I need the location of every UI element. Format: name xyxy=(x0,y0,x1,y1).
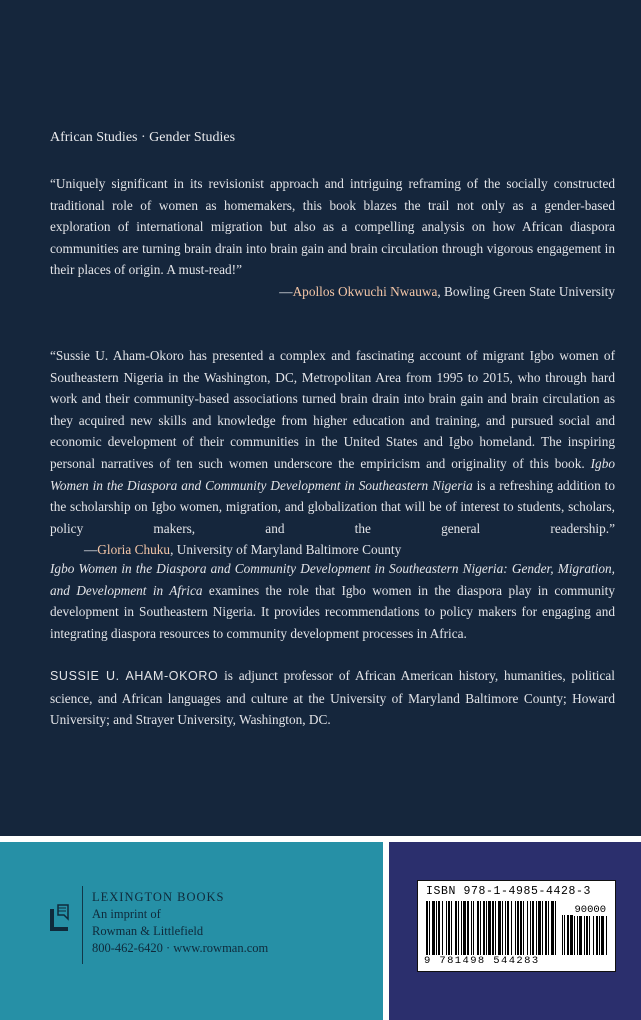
barcode-bar xyxy=(458,901,459,955)
barcode-bar xyxy=(498,901,501,955)
barcode-bar xyxy=(442,901,443,955)
quote-1-attribution xyxy=(50,281,615,303)
barcode-bar xyxy=(542,901,543,955)
quote-2-text-a: “Sussie U. Aham-Okoro has presented a complex and fascinating account of migrant Igbo women of Southeastern Nigeria in the Washington, DC, Metropolitan Area from 1995 to 2015, who through hard work and their community-based associations turned brain drain into brain gain and brain circulation as they acquired new skills and knowledge from higher education and training, and pursued social and economic development of their communities in the United States and Igbo homeland. The inspiring personal narratives of ten such women underscore the empiricism and originality of this book. xyxy=(50,348,615,471)
author-bio xyxy=(50,665,615,731)
publisher-rule xyxy=(82,886,83,964)
barcode-bar xyxy=(579,915,582,955)
barcode-bar xyxy=(451,901,452,955)
barcode-bar xyxy=(593,915,594,955)
barcode-bar xyxy=(480,901,481,955)
barcode-bar xyxy=(446,901,447,955)
author-bio-text: is adjunct professor of African American history, humanities, political science, and African languages and culture at the University of Maryland Baltimore County; Howard University; and Strayer University, Washington, DC. xyxy=(50,668,615,728)
barcode-bar xyxy=(523,901,524,955)
barcode-bar xyxy=(505,901,506,955)
barcode-bar xyxy=(548,901,549,955)
barcode-bar xyxy=(473,901,474,955)
barcode-bar xyxy=(589,915,590,955)
barcode-bar xyxy=(507,901,509,955)
barcode-bar xyxy=(577,915,578,955)
barcode-bar xyxy=(432,901,435,955)
isbn-text: ISBN 978-1-4985-4428-3 xyxy=(426,885,592,898)
barcode-bar xyxy=(486,901,487,955)
barcode-bar xyxy=(532,901,534,955)
quote-1-dash: — xyxy=(279,283,293,299)
barcode-bar xyxy=(606,915,607,955)
price-code: 90000 xyxy=(574,904,606,916)
author-name: SUSSIE U. AHAM-OKORO xyxy=(50,669,219,683)
barcode-bar xyxy=(551,901,554,955)
quote-2-text-b: is a refreshing addition to the scholarship on Igbo women, migration, and globalization that will be of interest to students, scholars, policy makers, and the general readership.” xyxy=(50,477,615,536)
barcode-bar xyxy=(483,901,485,955)
barcode-bar xyxy=(530,901,531,955)
publisher-parent: Rowman & Littlefield xyxy=(92,924,204,938)
barcode-bar xyxy=(467,901,469,955)
barcode-bar xyxy=(599,915,600,955)
quote-1-author: Apollos Okwuchi Nwauwa xyxy=(292,283,438,299)
barcode-bar xyxy=(567,915,569,955)
barcode-bar xyxy=(596,915,598,955)
barcode-bar xyxy=(502,901,503,955)
book-description xyxy=(50,558,615,644)
barcode-bar xyxy=(536,901,537,955)
barcode-bar xyxy=(520,901,522,955)
quote-2-affiliation: , University of Maryland Baltimore County xyxy=(170,542,402,558)
barcode-bar xyxy=(461,901,462,955)
quote-1-affiliation: , Bowling Green State University xyxy=(437,283,615,299)
description-book-title: Igbo Women in the Diaspora and Community Development in Southeastern Nigeria: Gender, Migration, and Development in Africa xyxy=(50,561,615,598)
publisher-info xyxy=(92,889,268,957)
barcode-bar xyxy=(477,901,479,955)
barcode-bar xyxy=(471,901,472,955)
barcode-bar xyxy=(570,915,573,955)
barcode-bar xyxy=(538,901,541,955)
barcode-bar xyxy=(574,915,575,955)
quote-2-book-title: Igbo Women in the Diaspora and Community Development in Southeastern Nigeria xyxy=(50,455,615,493)
barcode-bar xyxy=(601,915,604,955)
barcode-bar xyxy=(492,901,494,955)
endorsement-quote-1 xyxy=(50,173,615,303)
barcode-label xyxy=(417,880,616,972)
barcode-bar xyxy=(586,915,588,955)
endorsement-quote-2 xyxy=(50,345,615,561)
barcode-bar xyxy=(426,901,428,955)
publisher-contact: 800-462-6420 · www.rowman.com xyxy=(92,941,269,955)
barcode-bar xyxy=(584,915,585,955)
lexington-logo-icon xyxy=(44,899,74,939)
barcode-bar xyxy=(511,901,512,955)
barcode-bar xyxy=(517,901,519,955)
quote-2-author: Gloria Chuku xyxy=(97,542,171,558)
barcode-bar xyxy=(436,901,437,955)
quote-1-text: “Uniquely significant in its revisionist approach and intriguing reframing of the socially constructed traditional role of women as homemakers, this book blazes the trail not only as a gender-based exploration of international migration but also as a compelling analysis on how African diaspora communities are turning brain drain into brain gain and brain circulation through vigorous engagement in their places of origin. A must-read!” xyxy=(50,176,615,278)
quote-2-dash: — xyxy=(84,542,98,558)
description-text: examines the role that Igbo women in the diaspora play in community development in Southeastern Nigeria. It provides recommendations to policy makers for engaging and integrating diaspora resources to community development processes in Africa. xyxy=(50,582,616,641)
barcode-bar xyxy=(564,915,565,955)
barcode-bar xyxy=(429,901,430,955)
publisher-name: LEXINGTON BOOKS xyxy=(92,890,225,904)
barcode-bar xyxy=(488,901,491,955)
ean-digits: 9 781498 544283 xyxy=(424,955,540,967)
subject-category: African Studies · Gender Studies xyxy=(50,130,236,145)
barcode-bar xyxy=(438,901,440,955)
barcode-bar xyxy=(555,901,556,955)
barcode-bar xyxy=(562,915,563,955)
barcode-bar xyxy=(463,901,466,955)
barcode-bar xyxy=(527,901,528,955)
publisher-imprint: An imprint of xyxy=(92,907,161,921)
barcode-bar xyxy=(455,901,457,955)
barcode-bar xyxy=(545,901,547,955)
barcode-bar xyxy=(515,901,516,955)
barcode-bar xyxy=(495,901,496,955)
quote-2-text xyxy=(50,345,615,561)
barcode-bar xyxy=(448,901,450,955)
